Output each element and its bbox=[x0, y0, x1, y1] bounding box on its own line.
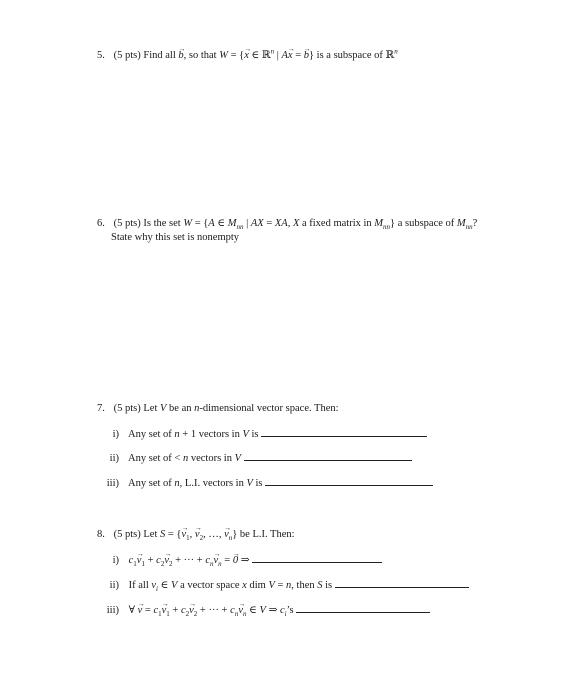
question-points: (5 pts) bbox=[113, 50, 141, 61]
question-8: 8. (5 pts) Let S = {→ $v_1$, → $v_2$, …, → $v_n$} be L.I. Then: bbox=[97, 529, 295, 541]
answer-blank[interactable] bbox=[296, 603, 430, 613]
question-6-line-2: State why this set is nonempty bbox=[111, 232, 240, 243]
question-8-item-i: i) $c_1\to v_1 + c_2\to v_2$ + ··· + $c_n\to v_n$ = → 0 ⇒ bbox=[97, 553, 382, 567]
question-6: 6. (5 pts) Is the set W = {A ∈ $M_{nn}$ | AX = XA, X a fixed matrix in $M_{nn}$} a subspace of $M_{nn}$? bbox=[97, 218, 478, 232]
answer-blank[interactable] bbox=[335, 578, 469, 588]
question-7: 7. (5 pts) Let V be an n-dimensional vector space. Then: bbox=[97, 403, 339, 414]
question-number: 6. bbox=[97, 218, 105, 229]
question-8-item-iii: iii) ∀ → $v = c_1\to v_1 + c_2\to v_2$ + ··· + $c_n\to v_n$ ∈ V ⇒ $c_i’s$ bbox=[97, 603, 430, 617]
question-points: (5 pts) bbox=[113, 403, 141, 414]
question-number: 8. bbox=[97, 529, 105, 540]
question-number: 5. bbox=[97, 50, 105, 61]
answer-blank[interactable] bbox=[252, 553, 382, 563]
question-points: (5 pts) bbox=[113, 218, 141, 229]
question-7-item-iii: iii) Any set of n, L.I. vectors in V is bbox=[97, 476, 433, 490]
question-8-item-ii: ii) If all $v_i$ ∈ V a vector space x dim V = n, then S is bbox=[97, 578, 469, 592]
question-7-item-i: i) Any set of n + 1 vectors in V is bbox=[97, 427, 427, 441]
answer-blank[interactable] bbox=[265, 476, 433, 486]
answer-blank[interactable] bbox=[244, 451, 412, 461]
question-5: 5. (5 pts) Find all → b, so that W = {→ x ∈ ℝ$^n$ | A→ x = → b} is a subspace of ℝ$^n$ bbox=[97, 50, 398, 62]
answer-blank[interactable] bbox=[261, 427, 427, 437]
question-text: Find all bbox=[143, 50, 176, 61]
question-7-item-ii: ii) Any set of < n vectors in V bbox=[97, 451, 412, 465]
vector-b: → b bbox=[178, 50, 183, 62]
question-number: 7. bbox=[97, 403, 105, 414]
question-points: (5 pts) bbox=[113, 529, 141, 540]
